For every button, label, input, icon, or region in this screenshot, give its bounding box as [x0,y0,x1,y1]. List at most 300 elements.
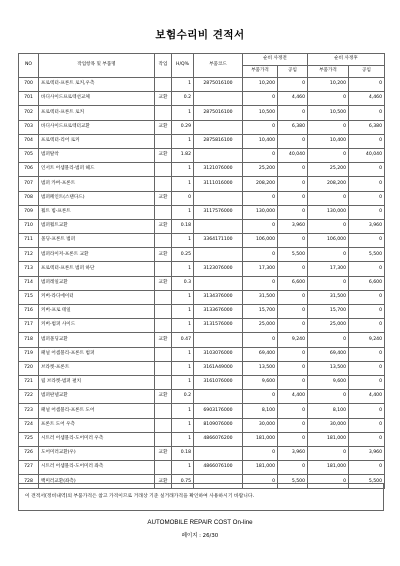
cell-part-price-before: 17,300 [243,262,278,276]
cell-labor-after: 0 [349,290,385,304]
cell-work-type: 교환 [155,333,172,347]
table-row [19,78,385,92]
cell-no: 714 [19,276,39,290]
cell-no: 712 [19,248,39,262]
cell-part-price-after: 208,200 [308,177,349,191]
cell-item-name: 범퍼휠트교환 [39,219,155,233]
cell-no: 728 [19,475,39,489]
cell-no: 701 [19,92,39,106]
header-work: 작업 [155,54,172,78]
cell-part-price-after: 0 [308,219,349,233]
cell-part-code: 6903176000 [194,404,243,418]
cell-work-type [155,163,172,177]
cell-labor-before: 3,960 [278,446,308,460]
cell-item-name: 패널 어셈블리-프론트 범퍼 [39,347,155,361]
table-row [19,248,385,262]
cell-labor-after: 0 [349,262,385,276]
cell-item-name: 범퍼 카버-프론트 [39,177,155,191]
header-name: 작업항목 및 부품명 [39,54,155,78]
table-row [19,375,385,389]
cell-part-price-after: 0 [308,191,349,205]
cell-item-name: 시트러 어셈블리-도어미러 우측 [39,432,155,446]
cell-work-type: 교환 [155,248,172,262]
cell-hq: 1 [172,78,194,92]
cell-labor-after: 0 [349,191,385,205]
cell-hq: 1 [172,432,194,446]
cell-part-code: 3123076000 [194,262,243,276]
cell-labor-after: 40,040 [349,148,385,162]
cell-work-type [155,432,172,446]
cell-labor-before: 0 [278,290,308,304]
cell-hq: 0.75 [172,475,194,489]
cell-part-price-after: 0 [308,446,349,460]
cell-part-price-after: 25,200 [308,163,349,177]
cell-part-code: 3161A49000 [194,361,243,375]
cell-hq: 1 [172,361,194,375]
cell-labor-before: 5,500 [278,475,308,489]
cell-work-type [155,78,172,92]
cell-item-name: 범퍼페인트(스탠다드) [39,191,155,205]
cell-item-name: 범퍼판넬교환 [39,390,155,404]
cell-no: 703 [19,120,39,134]
cell-item-name: 커버-범퍼 사이드 [39,319,155,333]
cell-labor-before: 4,460 [278,92,308,106]
table-row [19,148,385,162]
cell-labor-before: 4,400 [278,390,308,404]
cell-item-name: 브라켓-프론트 [39,361,155,375]
cell-part-code: 3134376000 [194,290,243,304]
cell-hq: 1 [172,234,194,248]
cell-labor-after: 0 [349,177,385,191]
table-row [19,134,385,148]
cell-labor-after: 0 [349,432,385,446]
table-row [19,305,385,319]
cell-labor-before: 6,600 [278,276,308,290]
cell-labor-after: 6,600 [349,276,385,290]
cell-no: 726 [19,446,39,460]
cell-hq: 0.18 [172,219,194,233]
cell-no: 705 [19,148,39,162]
cell-no: 717 [19,319,39,333]
cell-labor-after: 4,400 [349,390,385,404]
cell-part-price-after: 10,500 [308,106,349,120]
cell-labor-before: 0 [278,361,308,375]
cell-work-type: 교환 [155,446,172,460]
cell-part-price-after: 15,700 [308,305,349,319]
cell-labor-before: 0 [278,305,308,319]
cell-part-price-before: 0 [243,120,278,134]
cell-part-price-after: 8,100 [308,404,349,418]
cell-hq: 0.29 [172,120,194,134]
cell-no: 704 [19,134,39,148]
cell-part-price-before: 208,200 [243,177,278,191]
cell-work-type: 교환 [155,148,172,162]
cell-work-type [155,205,172,219]
cell-part-code: 2875016100 [194,106,243,120]
cell-part-code: 3133676000 [194,305,243,319]
cell-hq: 0.2 [172,390,194,404]
cell-part-code [194,120,243,134]
cell-no: 727 [19,461,39,475]
cell-no: 721 [19,375,39,389]
header-labor-after: 공임 [349,66,385,78]
cell-part-price-before: 0 [243,276,278,290]
cell-no: 723 [19,404,39,418]
cell-no: 722 [19,390,39,404]
cell-part-price-before: 0 [243,390,278,404]
cell-no: 719 [19,347,39,361]
cell-no: 706 [19,163,39,177]
cell-work-type: 교환 [155,276,172,290]
table-row [19,106,385,120]
cell-part-code [194,148,243,162]
cell-item-name: 몰딩-프론트 범퍼 [39,234,155,248]
cell-labor-after: 0 [349,375,385,389]
cell-labor-before: 0 [278,461,308,475]
table-row [19,163,385,177]
table-row [19,234,385,248]
cell-hq: 1 [172,163,194,177]
cell-part-price-after: 10,200 [308,78,349,92]
cell-labor-after: 0 [349,319,385,333]
cell-part-code [194,219,243,233]
cell-no: 713 [19,262,39,276]
cell-part-price-before: 0 [243,148,278,162]
cell-item-name: 패널 어셈블리-프론트 도어 [39,404,155,418]
cell-part-price-after: 25,000 [308,319,349,333]
cell-item-name: 범퍼탈착 [39,148,155,162]
cell-no: 702 [19,106,39,120]
cell-hq: 1 [172,305,194,319]
cell-work-type: 교환 [155,475,172,489]
table-row [19,276,385,290]
cell-part-price-after: 0 [308,390,349,404]
cell-hq: 1 [172,134,194,148]
cell-hq: 0.18 [172,446,194,460]
footer-page-number: 페이지 : 26/30 [181,533,219,539]
cell-hq: 1 [172,290,194,304]
cell-work-type: 교환 [155,191,172,205]
cell-no: 725 [19,432,39,446]
cell-labor-after: 3,960 [349,219,385,233]
table-body [19,78,385,489]
cell-labor-before: 0 [278,375,308,389]
cell-hq: 1 [172,375,194,389]
cell-labor-before: 0 [278,205,308,219]
cell-hq: 1 [172,418,194,432]
cell-part-code [194,248,243,262]
cell-labor-before: 0 [278,134,308,148]
cell-hq: 0.47 [172,333,194,347]
cell-labor-before: 6,380 [278,120,308,134]
cell-labor-after: 0 [349,305,385,319]
cell-labor-before: 0 [278,319,308,333]
footer-brand: AUTOMOBILE REPAIR COST On-line [147,519,253,526]
cell-part-code: 3161076000 [194,375,243,389]
document-title: 보험수리비 견적서 [155,29,245,41]
cell-labor-before: 5,500 [278,248,308,262]
cell-no: 710 [19,219,39,233]
cell-item-name: 커버-라디에이터 [39,290,155,304]
cell-part-code [194,446,243,460]
cell-work-type: 교환 [155,390,172,404]
cell-item-name: 프론트 도어 우측 [39,418,155,432]
table-row [19,333,385,347]
header-labor-before: 공임 [278,66,308,78]
table-row [19,418,385,432]
cell-no: 711 [19,234,39,248]
cell-part-code: 3111016000 [194,177,243,191]
table-row [19,191,385,205]
cell-labor-before: 0 [278,418,308,432]
cell-item-name: 바디사이드프로텍션교체 [39,92,155,106]
header-after-assessment: 순비 사정후 [308,54,385,66]
cell-work-type [155,461,172,475]
cell-labor-after: 0 [349,234,385,248]
cell-labor-after: 0 [349,106,385,120]
cell-labor-after: 9,240 [349,333,385,347]
cell-item-name: 시트러 어셈블리-도어미러 좌측 [39,461,155,475]
cell-part-code [194,390,243,404]
cell-part-price-before: 0 [243,475,278,489]
cell-part-price-after: 181,000 [308,432,349,446]
cell-labor-before: 9,240 [278,333,308,347]
table-row [19,347,385,361]
cell-item-name: 범퍼레일교환 [39,276,155,290]
cell-item-name: 프로텍터-프론트 범퍼 하단 [39,262,155,276]
cell-part-price-before: 106,000 [243,234,278,248]
cell-work-type [155,375,172,389]
cell-item-name: 인서트 어셈블리-범퍼 헤드 [39,163,155,177]
cell-part-price-before: 31,500 [243,290,278,304]
cell-part-price-before: 0 [243,191,278,205]
table-row [19,361,385,375]
cell-part-price-after: 0 [308,120,349,134]
cell-labor-after: 0 [349,347,385,361]
cell-part-code: 3121076000 [194,163,243,177]
cell-part-price-before: 69,400 [243,347,278,361]
cell-part-price-before: 9,600 [243,375,278,389]
cell-labor-after: 0 [349,361,385,375]
cell-part-price-before: 181,000 [243,432,278,446]
table-row [19,461,385,475]
cell-part-price-before: 0 [243,446,278,460]
cell-part-price-before: 10,500 [243,106,278,120]
cell-work-type [155,347,172,361]
cell-part-price-before: 30,000 [243,418,278,432]
cell-labor-before: 0 [278,432,308,446]
cell-hq: 1 [172,262,194,276]
cell-labor-after: 0 [349,163,385,177]
cell-part-price-after: 0 [308,276,349,290]
cell-no: 707 [19,177,39,191]
cell-work-type [155,361,172,375]
table-row [19,390,385,404]
cell-work-type [155,319,172,333]
disclaimer-note: 이 견적서(정비내역)의 부품가격은 참고 가격이므로 거래상 기준 실거래가격을 확인하여 사용하시기 바랍니다. [18,483,384,511]
cell-hq: 1 [172,404,194,418]
cell-part-price-before: 15,700 [243,305,278,319]
cell-part-code: 2875016100 [194,78,243,92]
table-row [19,219,385,233]
table-row [19,446,385,460]
cell-part-code [194,276,243,290]
cell-labor-after: 0 [349,205,385,219]
cell-part-price-after: 0 [308,92,349,106]
cell-labor-before: 0 [278,106,308,120]
cell-labor-before: 0 [278,234,308,248]
cell-part-code [194,92,243,106]
cell-hq: 1 [172,461,194,475]
cell-part-code: 3131576000 [194,319,243,333]
cell-part-price-before: 181,000 [243,461,278,475]
cell-part-code [194,191,243,205]
header-no: NO [19,54,39,78]
cell-part-price-after: 0 [308,333,349,347]
cell-no: 715 [19,290,39,304]
cell-work-type [155,418,172,432]
cell-part-price-after: 13,500 [308,361,349,375]
cell-hq: 1 [172,106,194,120]
cell-hq: 1 [172,177,194,191]
cell-hq: 0.25 [172,248,194,262]
cell-labor-after: 3,960 [349,446,385,460]
cell-hq: 1 [172,347,194,361]
cell-part-price-before: 0 [243,333,278,347]
cell-item-name: 립 브라켓-범퍼 펼치 [39,375,155,389]
cell-part-price-after: 10,400 [308,134,349,148]
table-row [19,92,385,106]
cell-work-type [155,404,172,418]
cell-labor-after: 5,500 [349,248,385,262]
cell-labor-before: 3,960 [278,219,308,233]
cell-no: 720 [19,361,39,375]
cell-no: 700 [19,78,39,92]
cell-hq: 1.82 [172,148,194,162]
cell-work-type [155,134,172,148]
cell-labor-before: 0 [278,347,308,361]
cell-work-type [155,106,172,120]
cell-part-code: 3364171100 [194,234,243,248]
cell-no: 724 [19,418,39,432]
cell-work-type: 교환 [155,120,172,134]
cell-hq: 1 [172,205,194,219]
cell-part-price-before: 13,500 [243,361,278,375]
cell-part-price-before: 10,200 [243,78,278,92]
cell-part-price-after: 0 [308,148,349,162]
cell-part-code: 8109076000 [194,418,243,432]
cell-item-name: 바디사이드프로텍터교환 [39,120,155,134]
cell-labor-after: 0 [349,404,385,418]
cell-hq: 1 [172,319,194,333]
cell-labor-before: 40,040 [278,148,308,162]
cell-item-name: 범퍼몰딩교환 [39,333,155,347]
cell-part-price-after: 106,000 [308,234,349,248]
estimate-table [18,53,385,489]
table-row [19,290,385,304]
cell-work-type: 교환 [155,219,172,233]
cell-item-name: 프로텍터-리어 로커 [39,134,155,148]
cell-labor-before: 0 [278,191,308,205]
cell-part-code [194,333,243,347]
cell-part-price-after: 181,000 [308,461,349,475]
header-before-assessment: 순비 사정전 [243,54,308,66]
cell-labor-after: 4,460 [349,92,385,106]
table-row [19,262,385,276]
cell-part-price-before: 25,000 [243,319,278,333]
cell-labor-after: 0 [349,461,385,475]
cell-part-price-after: 17,300 [308,262,349,276]
table-header [19,54,385,78]
cell-item-name: 도어미러교환(우) [39,446,155,460]
table-row [19,120,385,134]
cell-no: 709 [19,205,39,219]
cell-part-code: 2875816100 [194,134,243,148]
cell-labor-before: 0 [278,177,308,191]
cell-part-price-after: 69,400 [308,347,349,361]
cell-hq: 0 [172,191,194,205]
cell-labor-after: 0 [349,418,385,432]
cell-work-type [155,290,172,304]
cell-part-price-after: 30,000 [308,418,349,432]
header-hq: H/Q% [172,54,194,78]
table-row [19,432,385,446]
cell-work-type [155,234,172,248]
cell-item-name: 범퍼라이저-프론트 교환 [39,248,155,262]
cell-no: 718 [19,333,39,347]
cell-work-type [155,305,172,319]
cell-no: 716 [19,305,39,319]
cell-hq: 0.3 [172,276,194,290]
cell-item-name: 커버-프로 테일 [39,305,155,319]
cell-labor-before: 0 [278,262,308,276]
cell-item-name: 휠트 빔-프론트 [39,205,155,219]
cell-labor-before: 0 [278,78,308,92]
cell-labor-after: 6,380 [349,120,385,134]
cell-part-code: 4866076200 [194,432,243,446]
cell-labor-after: 0 [349,134,385,148]
cell-part-price-after: 9,600 [308,375,349,389]
cell-part-price-after: 130,000 [308,205,349,219]
cell-work-type [155,262,172,276]
cell-part-price-before: 25,200 [243,163,278,177]
header-part-price-after: 부품가격 [308,66,349,78]
cell-no: 708 [19,191,39,205]
cell-labor-before: 0 [278,404,308,418]
cell-part-price-after: 31,500 [308,290,349,304]
cell-labor-before: 0 [278,163,308,177]
cell-part-price-after: 0 [308,475,349,489]
cell-part-code: 3103076000 [194,347,243,361]
cell-part-price-before: 8,100 [243,404,278,418]
table-row [19,404,385,418]
cell-part-price-before: 130,000 [243,205,278,219]
cell-part-price-after: 0 [308,248,349,262]
table-row [19,205,385,219]
table-row [19,319,385,333]
cell-labor-after: 0 [349,78,385,92]
cell-item-name: 프로텍터-프론트 로커,우측 [39,78,155,92]
cell-work-type [155,177,172,191]
cell-part-price-before: 10,400 [243,134,278,148]
cell-part-price-before: 0 [243,219,278,233]
cell-part-price-before: 0 [243,92,278,106]
header-part-price-before: 부품가격 [243,66,278,78]
cell-part-code: 3117576000 [194,205,243,219]
header-part-code: 부품코드 [194,54,243,78]
cell-hq: 0.2 [172,92,194,106]
cell-labor-after: 5,500 [349,475,385,489]
